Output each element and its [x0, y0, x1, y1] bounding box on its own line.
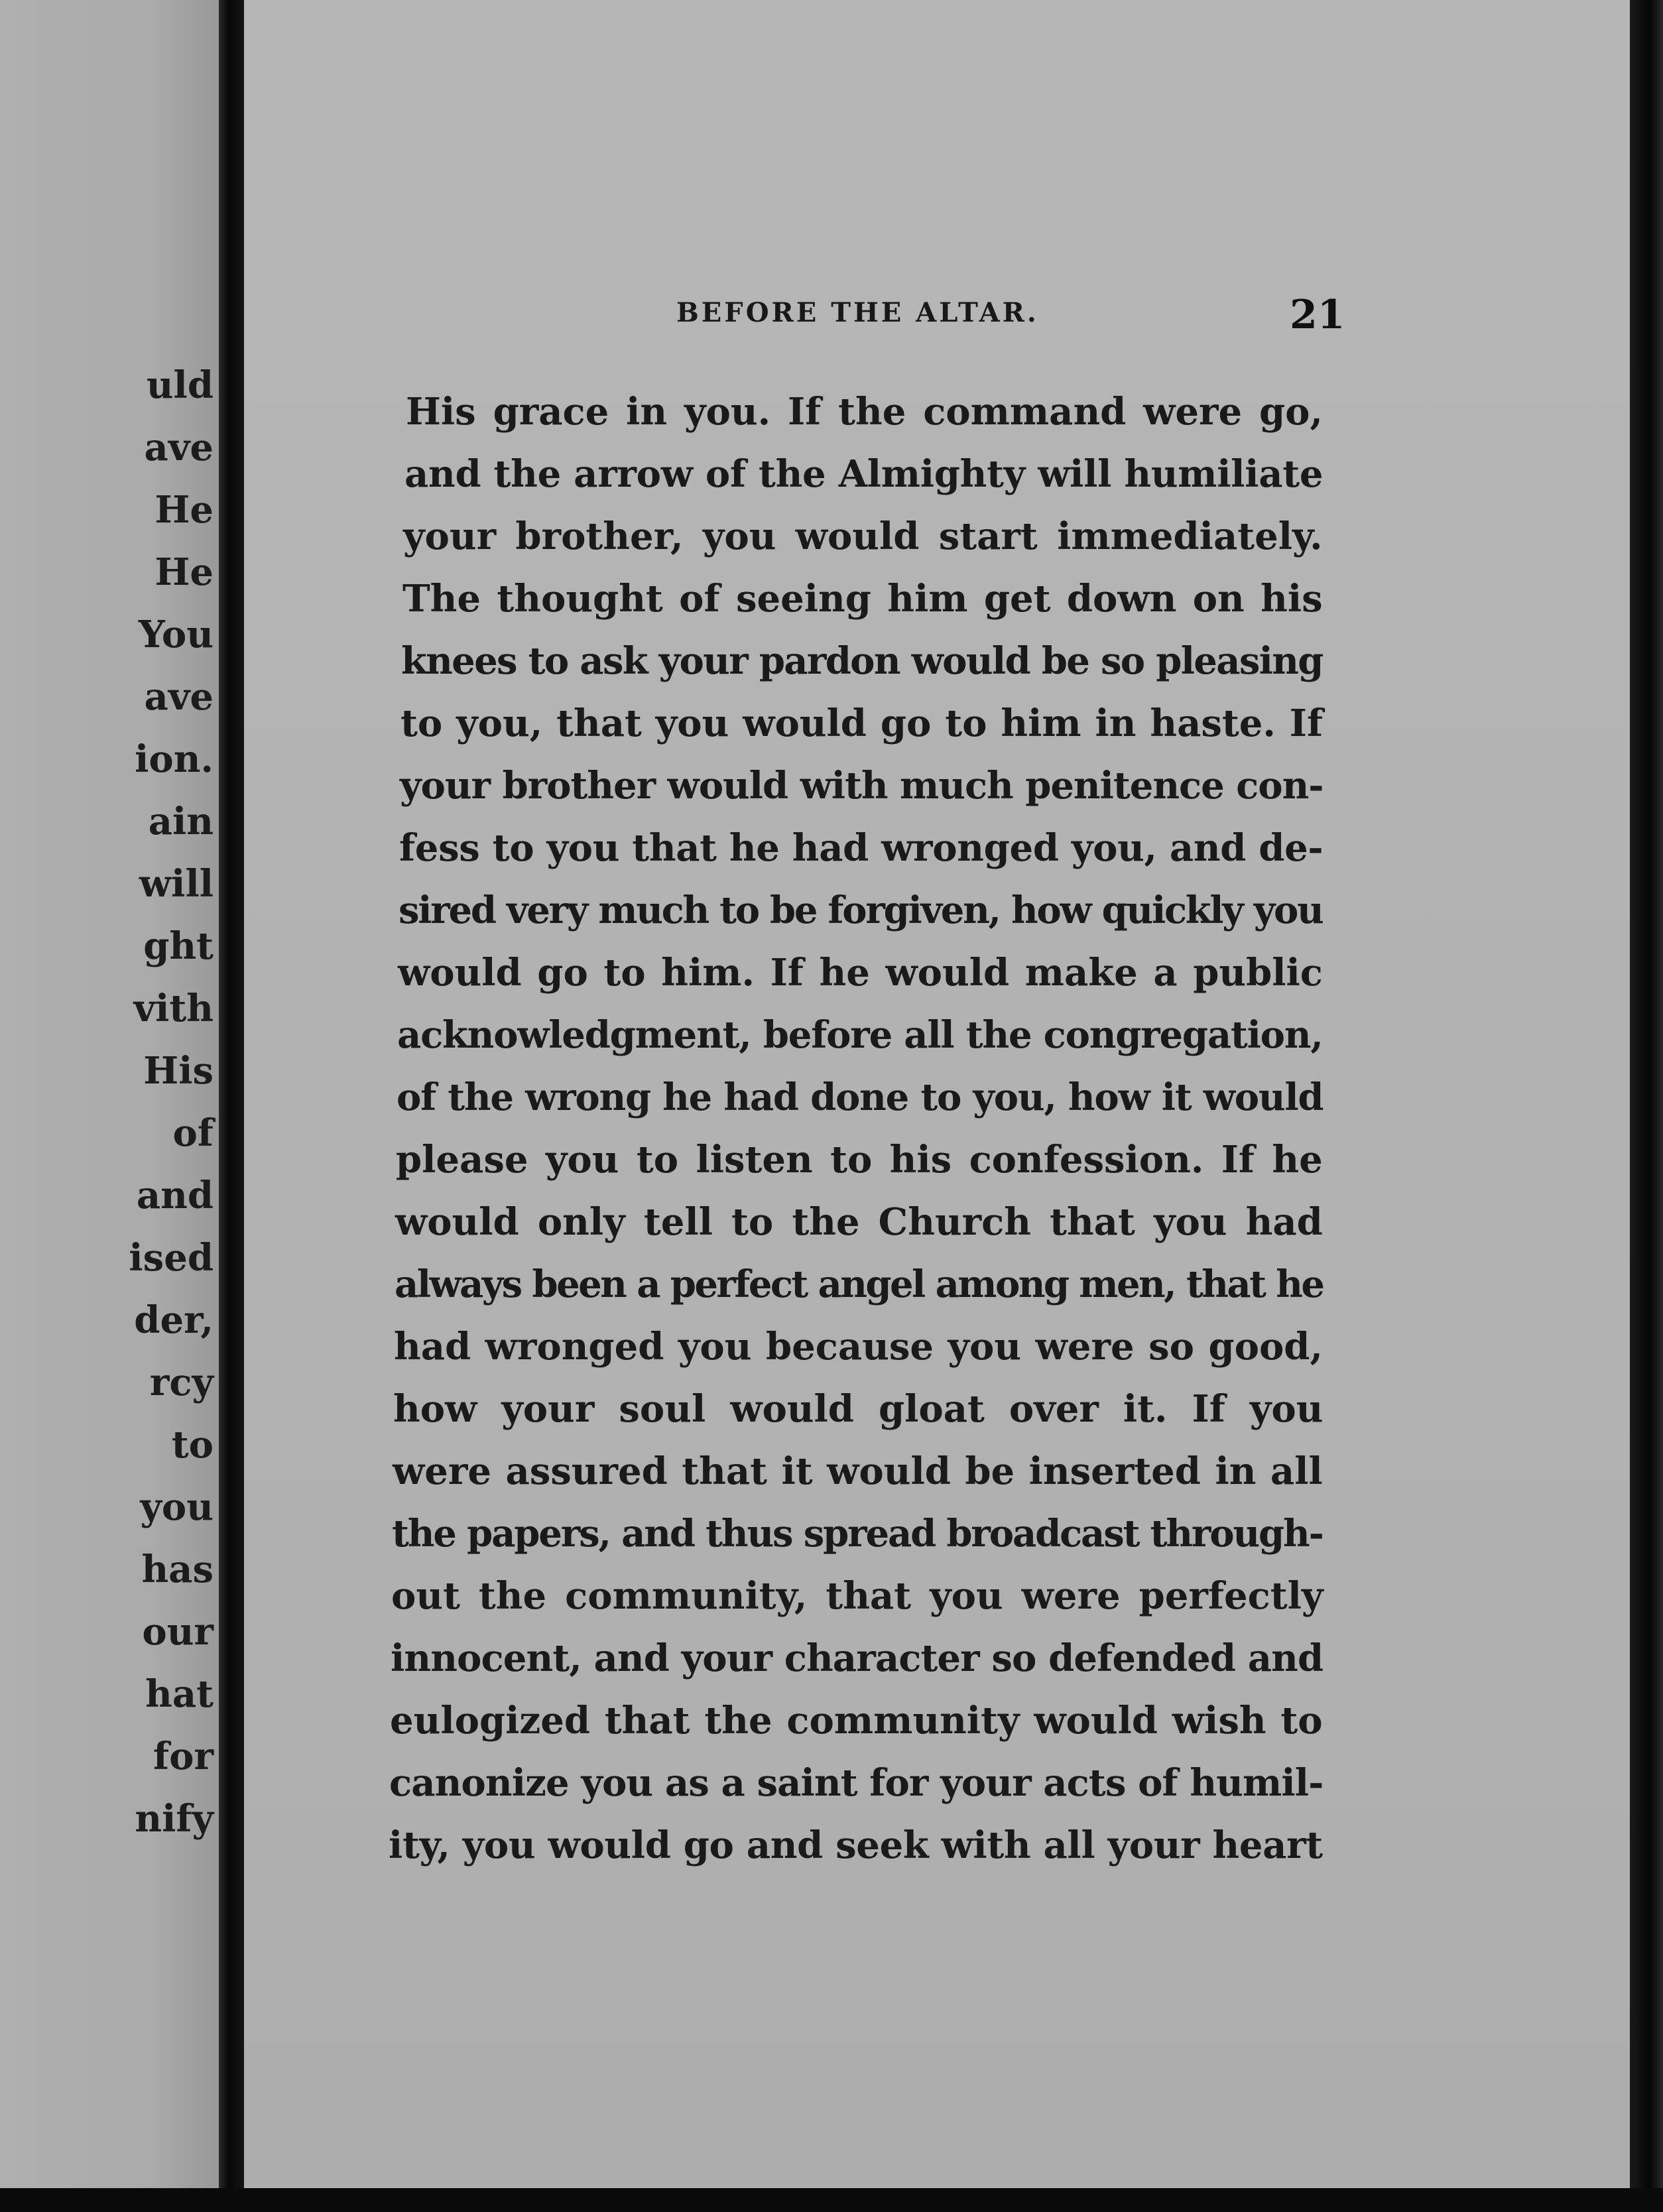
body-text-line: your brother would with much penitence con-: [400, 764, 1324, 808]
body-text-line: knees to ask your pardon would be so pleasing: [401, 639, 1323, 683]
left-line-fragment: He: [154, 550, 214, 594]
running-head: BEFORE THE ALTAR.: [676, 297, 1039, 328]
scan-right-border: [1630, 0, 1663, 2212]
left-line-fragment: His: [143, 1049, 214, 1093]
left-line-fragment: He: [154, 488, 214, 532]
body-text-line: how your soul would gloat over it. If you: [393, 1387, 1324, 1431]
left-line-fragment: for: [153, 1735, 214, 1778]
left-line-fragment: and: [136, 1174, 214, 1217]
left-line-fragment: will: [139, 862, 214, 906]
page-number: 21: [1290, 292, 1345, 338]
body-text-line: innocent, and your character so defended and: [391, 1636, 1324, 1680]
left-line-fragment: rcy: [149, 1361, 214, 1404]
body-text-line: The thought of seeing him get down on his: [402, 577, 1323, 621]
body-text-line: out the community, that you were perfectly: [391, 1574, 1324, 1618]
body-text-line: always been a perfect angel among men, that he: [395, 1262, 1324, 1306]
body-text-line: and the arrow of the Almighty will humiliate: [404, 452, 1324, 496]
body-text-line: had wronged you because you were so good,: [394, 1325, 1323, 1369]
left-line-fragment: you: [140, 1485, 214, 1529]
body-text-line: sired very much to be forgiven, how quickly you: [399, 889, 1323, 932]
left-line-fragment: ave: [144, 426, 214, 469]
left-line-fragment: der,: [134, 1298, 214, 1342]
left-line-fragment: ain: [148, 800, 214, 843]
left-line-fragment: hat: [145, 1672, 214, 1716]
body-text-line: to you, that you would go to him in haste. If: [400, 702, 1324, 745]
left-line-fragment: uld: [146, 363, 214, 407]
body-text-line: the papers, and thus spread broadcast through-: [392, 1512, 1323, 1556]
left-page: [0, 0, 219, 2212]
left-line-fragment: our: [142, 1610, 214, 1654]
left-line-fragment: has: [141, 1548, 214, 1591]
left-line-fragment: nify: [135, 1797, 214, 1841]
body-text-line: were assured that it would be inserted in all: [393, 1449, 1323, 1493]
body-text-line: acknowledgment, before all the congregation,: [397, 1013, 1323, 1057]
left-line-fragment: ave: [144, 675, 214, 719]
left-line-fragment: vith: [133, 987, 214, 1030]
body-text-line: ity, you would go and seek with all your heart: [389, 1823, 1323, 1867]
left-line-fragment: of: [172, 1111, 214, 1155]
body-text-line: of the wrong he had done to you, how it would: [397, 1075, 1324, 1119]
left-line-fragment: ght: [143, 924, 214, 968]
book-gutter: [219, 0, 244, 2212]
body-text-line: would only tell to the Church that you had: [395, 1200, 1323, 1244]
scan-bottom-border: [0, 2188, 1663, 2212]
left-line-fragment: to: [171, 1423, 214, 1467]
body-text-line: please you to listen to his confession. If he: [396, 1138, 1323, 1182]
left-line-fragment: ised: [129, 1236, 214, 1280]
body-text-line: fess to you that he had wronged you, and de-: [399, 826, 1324, 870]
body-text-line: your brother, you would start immediately.: [403, 515, 1323, 558]
left-line-fragment: You: [138, 613, 214, 656]
body-text-line: eulogized that the community would wish to: [390, 1699, 1323, 1743]
body-text-line: His grace in you. If the command were go,: [406, 390, 1324, 434]
body-text-line: canonize you as a saint for your acts of humil-: [389, 1761, 1324, 1805]
left-line-fragment: ion.: [135, 737, 214, 781]
body-text-line: would go to him. If he would make a public: [398, 951, 1323, 995]
